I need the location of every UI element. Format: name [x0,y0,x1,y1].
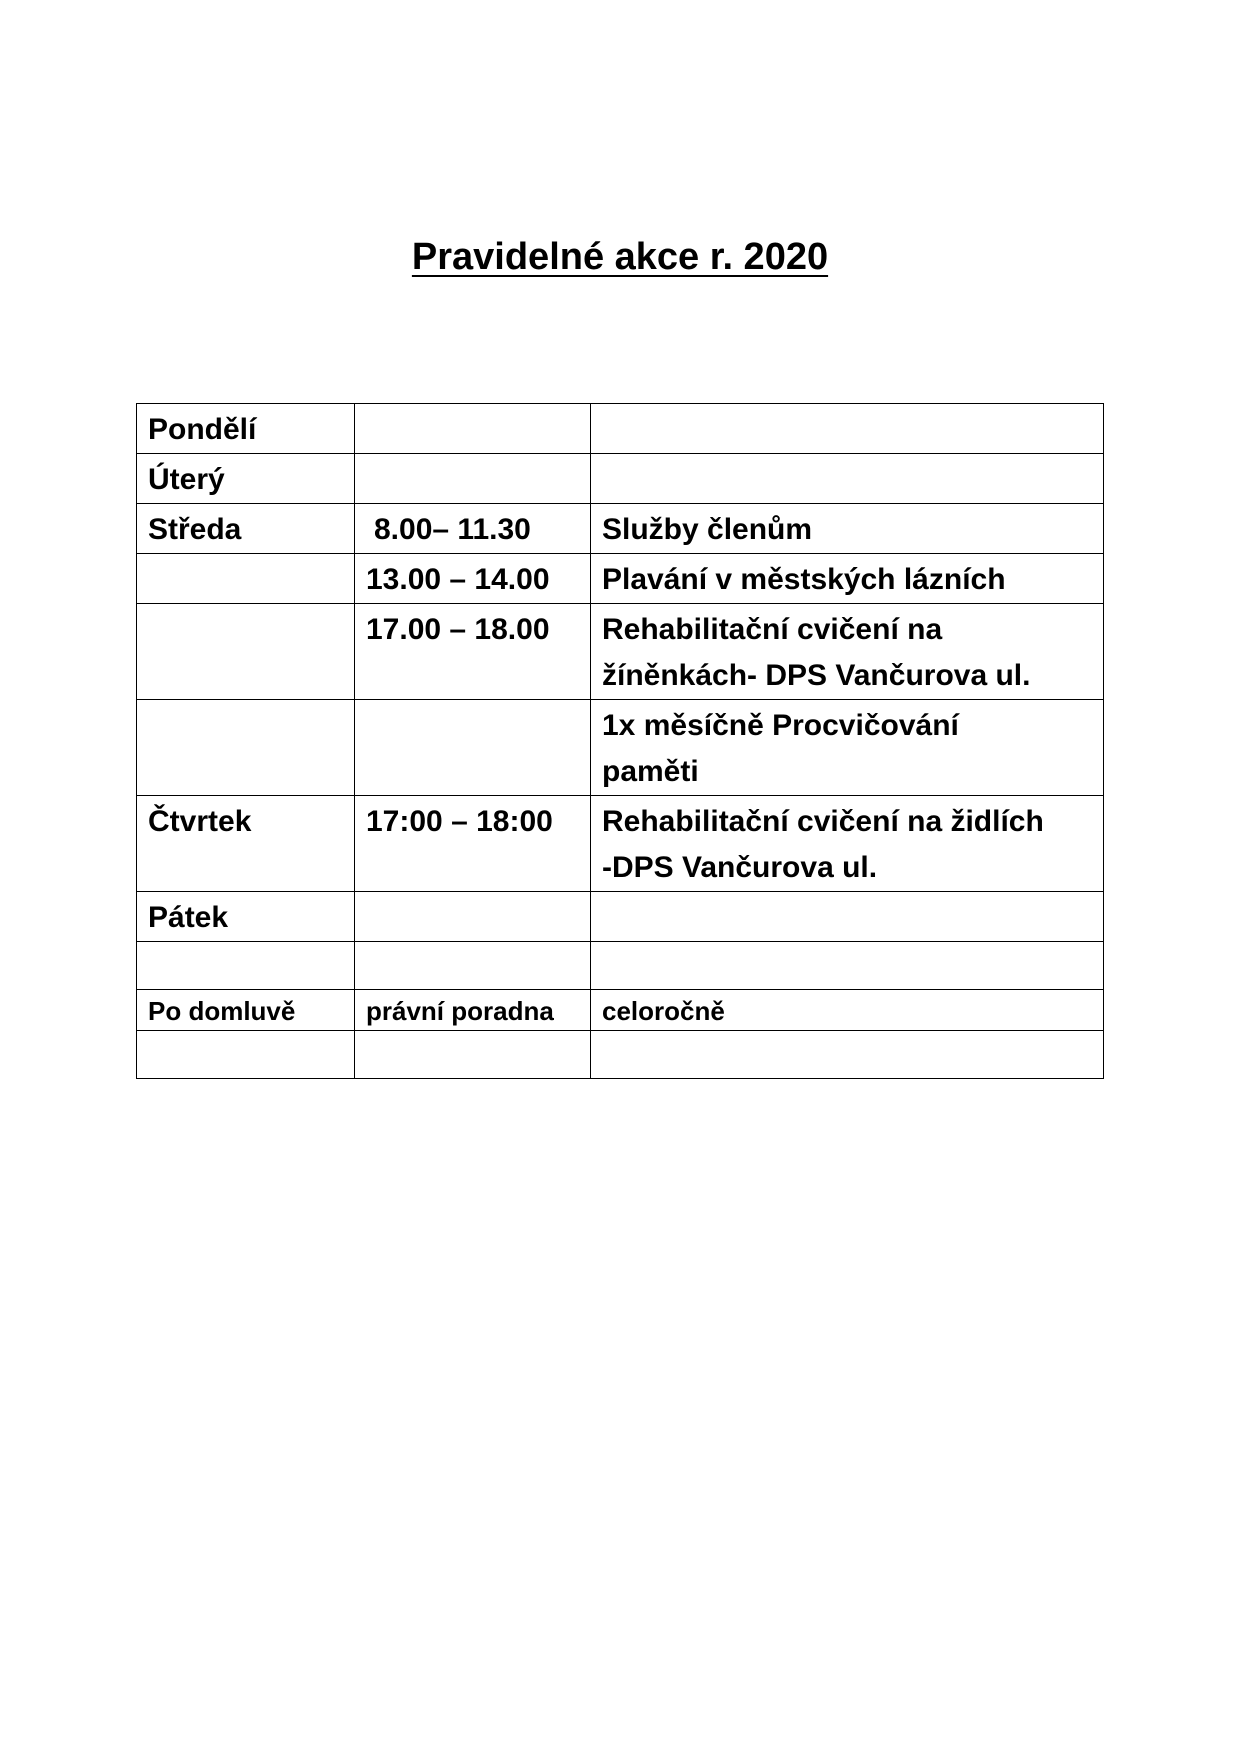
time-cell: právní poradna [355,990,591,1031]
table-row [137,990,1104,1031]
day-cell [137,1031,355,1079]
day-cell: Pondělí [137,404,355,454]
activity-cell [591,454,1104,504]
day-cell: Pátek [137,892,355,942]
page-title: Pravidelné akce r. 2020 [411,236,829,278]
table-row [137,700,1104,796]
time-cell: 17:00 – 18:00 [355,796,591,892]
time-cell: 8.00– 11.30 [355,504,591,554]
activity-cell: Rehabilitační cvičení na židlích -DPS Vančurova ul. [591,796,1104,892]
schedule-table [136,403,1104,1079]
table-row [137,892,1104,942]
activity-cell [591,404,1104,454]
time-cell [355,454,591,504]
activity-cell: Služby členům [591,504,1104,554]
table-row [137,796,1104,892]
activity-cell: 1x měsíčně Procvičování paměti [591,700,1104,796]
activity-cell: Plavání v městských lázních [591,554,1104,604]
time-cell [355,700,591,796]
table-row [137,604,1104,700]
day-cell [137,554,355,604]
time-cell: 17.00 – 18.00 [355,604,591,700]
day-cell: Úterý [137,454,355,504]
time-cell [355,404,591,454]
day-cell: Středa [137,504,355,554]
activity-cell [591,942,1104,990]
activity-cell [591,1031,1104,1079]
day-cell: Po domluvě [137,990,355,1031]
time-cell [355,1031,591,1079]
time-cell [355,942,591,990]
day-cell [137,942,355,990]
time-cell: 13.00 – 14.00 [355,554,591,604]
activity-cell [591,892,1104,942]
day-cell [137,604,355,700]
table-row [137,554,1104,604]
time-cell [355,892,591,942]
table-row [137,504,1104,554]
table-row [137,942,1104,990]
activity-cell: celoročně [591,990,1104,1031]
table-row [137,1031,1104,1079]
table-row [137,404,1104,454]
day-cell: Čtvrtek [137,796,355,892]
activity-cell: Rehabilitační cvičení na žíněnkách- DPS Vančurova ul. [591,604,1104,700]
day-cell [137,700,355,796]
table-row [137,454,1104,504]
